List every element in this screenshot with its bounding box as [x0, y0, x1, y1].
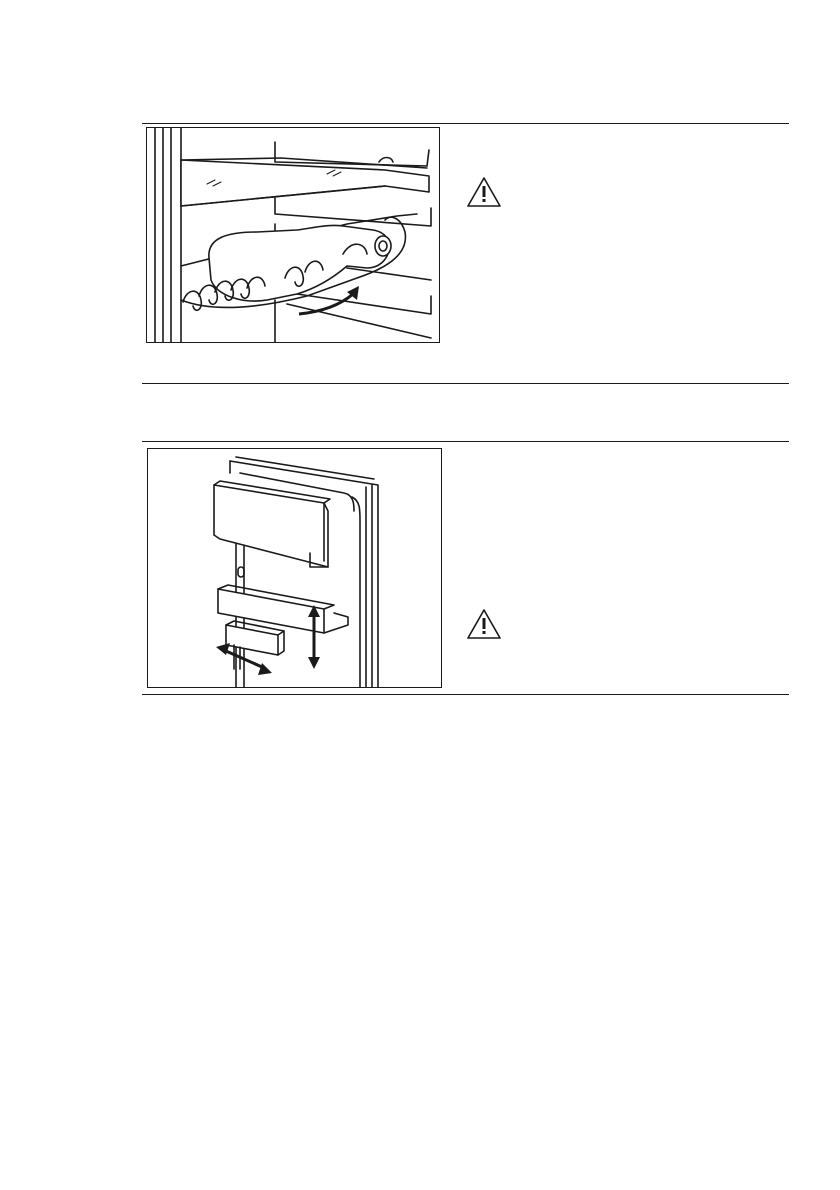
section-top-rule: [142, 123, 789, 124]
bottle-rack-illustration: [147, 128, 440, 343]
section-bottom-rule: [142, 694, 789, 695]
section-divider-rule: [142, 383, 789, 384]
warning-triangle-icon: [466, 176, 502, 208]
section-top-rule-2: [142, 441, 789, 442]
bottle-rack-figure: [146, 127, 440, 343]
door-balcony-figure: [147, 448, 442, 688]
door-balcony-illustration: [148, 449, 442, 688]
warning-triangle-icon: [466, 608, 502, 640]
